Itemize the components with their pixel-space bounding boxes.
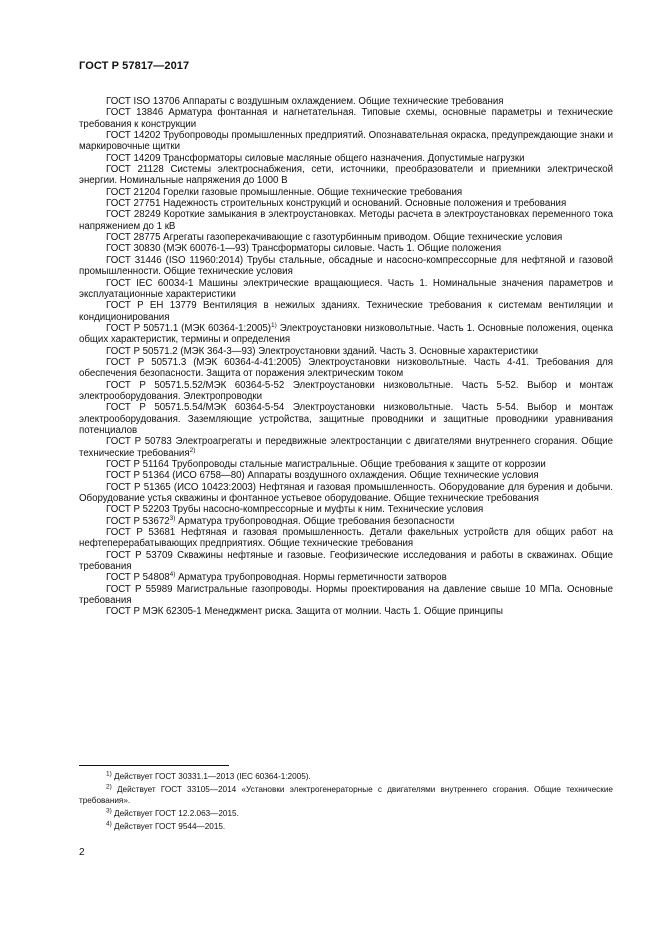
reference-item: ГОСТ 27751 Надежность строительных конструкций и оснований. Основные положения и требования [106,198,567,210]
footnote-mark: 1) [106,770,112,778]
reference-item [79,572,613,583]
footnote-mark: 3) [106,807,112,815]
reference-text: ГОСТ Р 50783 Электроагрегаты и передвижные электростанции с двигателями внутреннего сгорания. Общие технические требования [79,436,613,459]
reference-text: Арматура трубопроводная. Общие требования безопасности [175,515,455,527]
footnote [79,822,613,832]
footnote-text: Действует ГОСТ 9544—2015. [111,822,226,832]
reference-item: ГОСТ 13846 Арматура фонтанная и нагнетательная. Типовые схемы, основные параметры и технические требования к конструкции [79,107,613,130]
reference-item: ГОСТ Р 51364 (ИСО 6758—80) Аппараты воздушного охлаждения. Общие технические условия [106,470,539,482]
footnote-divider [79,765,229,766]
reference-item: ГОСТ Р 50571.3 (МЭК 60364-4-41:2005) Электроустановки низковольтные. Часть 4-41. Требования для обеспечения безопасности. Защита от поражения электрическим током [79,356,613,380]
reference-item: ГОСТ ISO 13706 Аппараты с воздушным охлаждением. Общие технические требования [106,96,504,107]
reference-item [79,323,613,346]
reference-item [79,516,613,527]
reference-item: ГОСТ Р 50571.2 (МЭК 364-3—93) Электроустановки зданий. Часть 3. Основные характеристики [106,345,538,357]
footnote [79,785,613,806]
reference-item: ГОСТ Р 51164 Трубопроводы стальные магистральные. Общие требования к защите от коррозии [106,459,546,470]
footnotes [79,772,613,835]
footnote-mark: 2) [106,783,112,791]
reference-text: ГОСТ Р 50571.1 (МЭК 60364-1:2005) [106,322,272,334]
reference-item [79,436,613,459]
reference-item: ГОСТ 30830 (МЭК 60076-1—93) Трансформаторы силовые. Часть 1. Общие положения [106,243,502,255]
reference-item: ГОСТ 28249 Короткие замыкания в электроустановках. Методы расчета в электроустановках переменного тока напряжением до 1 кВ [79,209,613,232]
reference-item: ГОСТ 28775 Агрегаты газоперекачивающие с газотурбинным приводом. Общие технические условия [106,232,563,244]
footnote-marker: 3) [169,514,176,522]
footnote-mark: 4) [106,820,112,828]
normative-references-list [79,96,613,618]
footnote [79,809,613,819]
footnote-marker: 2) [189,446,196,454]
reference-item: ГОСТ Р 50571.5.52/МЭК 60364-5-52 Электроустановки низковольтные. Часть 5-52. Выбор и монтаж электрооборудования. Электропроводки [79,379,613,402]
reference-item: ГОСТ 14202 Трубопроводы промышленных предприятий. Опознавательная окраска, предупреждающие знаки и маркировочные щитки [79,130,613,153]
reference-item: ГОСТ 31446 (ISO 11960:2014) Трубы стальные, обсадные и насосно-компрессорные для нефтяной и газовой промышленности. Общие технические условия [79,254,613,278]
reference-item: ГОСТ IEC 60034-1 Машины электрические вращающиеся. Часть 1. Номинальные значения параметров и эксплуатационные характеристики [79,277,613,300]
footnote-marker: 1) [271,321,277,329]
reference-item: ГОСТ Р МЭК 62305-1 Менеджмент риска. Защита от молнии. Часть 1. Общие принципы [106,606,504,618]
page-number: 2 [79,847,85,858]
reference-item: ГОСТ 21128 Системы электроснабжения, сети, источники, преобразователи и приемники электрической энергии. Номинальные напряжения до 1000 В [79,164,613,187]
footnote-marker: 4) [169,571,176,579]
reference-item: ГОСТ Р 55989 Магистральные газопроводы. Нормы проектирования на давление свыше 10 МПа. Основные требования [79,583,613,607]
reference-item: ГОСТ Р ЕН 13779 Вентиляция в нежилых зданиях. Технические требования к системам вентиляции и кондиционирования [79,300,613,323]
reference-text: Арматура трубопроводная. Нормы герметичности затворов [175,572,447,584]
footnote [79,772,613,782]
footnote-text: Действует ГОСТ 33105—2014 «Установки электрогенераторные с двигателями внутреннего сгорания. Общие технические требования». [79,785,613,805]
footnote-text: Действует ГОСТ 30331.1—2013 (IEC 60364-1:2005). [111,772,311,781]
reference-item: ГОСТ Р 50571.5.54/МЭК 60364-5-54 Электроустановки низковольтные. Часть 5-54. Выбор и монтаж электрооборудования. Заземляющие устройства, защитные проводники и защитные проводники уравнивания потенциалов [79,402,613,436]
reference-text: ГОСТ Р 54808 [106,572,170,584]
reference-item: ГОСТ Р 53709 Скважины нефтяные и газовые. Геофизические исследования и работы в скважинах. Общие требования [79,549,613,573]
reference-item: ГОСТ 21204 Горелки газовые промышленные. Общие технические требования [106,186,463,198]
footnote-text: Действует ГОСТ 12.2.063—2015. [111,808,239,818]
reference-text: Электроустановки низковольтные. Часть 1. Основные положения, оценка общих характеристик, термины и определения [79,322,613,346]
reference-text: ГОСТ Р 53672 [106,515,170,527]
reference-item: ГОСТ 14209 Трансформаторы силовые масляные общего назначения. Допустимые нагрузки [106,152,525,164]
reference-item: ГОСТ Р 51365 (ИСО 10423:2003) Нефтяная и газовая промышленность. Оборудование для бурения и добычи. Оборудование устья скважины и фонтанное устьевое оборудование. Общие технические требования [79,481,613,505]
reference-item: ГОСТ Р 53681 Нефтяная и газовая промышленность. Детали факельных устройств для общих работ на нефтеперерабатывающих предприятиях. Общие технические требования [79,527,613,550]
reference-item: ГОСТ Р 52203 Трубы насосно-компрессорные и муфты к ним. Технические условия [106,504,484,516]
document-header: ГОСТ Р 57817—2017 [79,60,190,72]
